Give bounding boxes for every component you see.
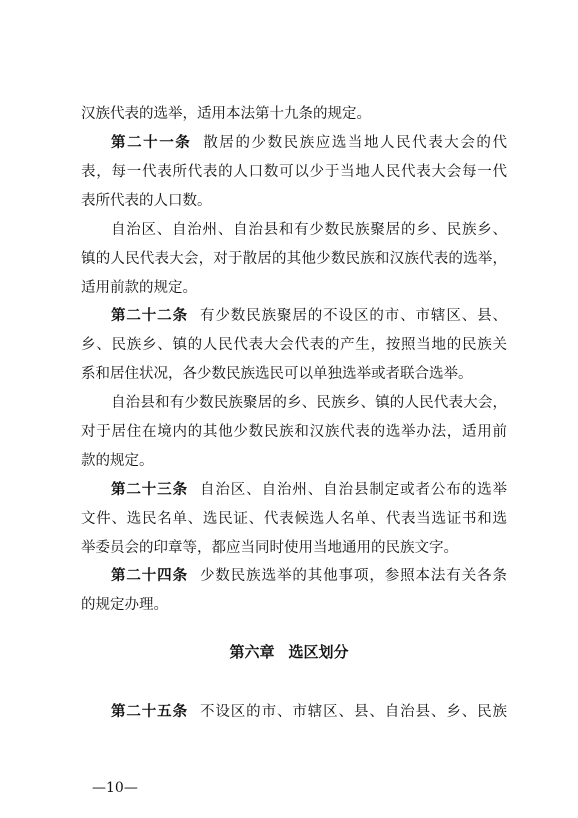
text-line: 自治县和有少数民族聚居的乡、民族乡、镇的人民代表大会，: [111, 395, 507, 411]
text-line: 汉族代表的选举，适用本法第十九条的规定。: [81, 106, 371, 122]
chapter-title: 选区划分: [288, 643, 349, 661]
text-line: 第二十三条 自治区、自治州、自治县制定或者公布的选举: [111, 482, 508, 498]
text-line: 第二十五条 不设区的市、市辖区、县、自治县、乡、民族: [111, 704, 508, 720]
article-heading: 第二十一条: [111, 135, 192, 151]
text-line: 系和居住状况，各少数民族选民可以单独选举或者联合选举。: [81, 366, 473, 382]
text-line: 第二十二条 有少数民族聚居的不设区的市、市辖区、县、: [111, 308, 508, 324]
article-heading: 第二十二条: [111, 308, 188, 324]
text-line: 举委员会的印章等，都应当同时使用当地通用的民族文字。: [81, 540, 458, 556]
text-line: 款的规定。: [81, 453, 154, 469]
text-line: 表，每一代表所代表的人口数可以少于当地人民代表大会每一代: [81, 164, 507, 180]
text-line: 表所代表的人口数。: [81, 193, 212, 209]
article-heading: 第二十五条: [111, 704, 188, 720]
text-line: 对于居住在境内的其他少数民族和汉族代表的选举办法，适用前: [81, 424, 507, 440]
page-number: —10—: [92, 780, 138, 796]
text-line: 第二十四条 少数民族选举的其他事项，参照本法有关各条: [111, 568, 508, 584]
chapter-number: 第六章: [229, 643, 275, 661]
article-heading: 第二十三条: [111, 482, 188, 498]
text-line: 镇的人民代表大会，对于散居的其他少数民族和汉族代表的选举，: [81, 251, 507, 267]
text-line: 的规定办理。: [81, 597, 168, 613]
text-line: 自治区、自治州、自治县和有少数民族聚居的乡、民族乡、: [111, 222, 507, 238]
text-line: 适用前款的规定。: [81, 280, 197, 296]
chapter-heading: [0, 641, 578, 662]
text-line: 乡、民族乡、镇的人民代表大会代表的产生，按照当地的民族关: [81, 337, 507, 353]
article-heading: 第二十四条: [111, 568, 188, 584]
text-line: 文件、选民名单、选民证、代表候选人名单、代表当选证书和选: [81, 511, 507, 527]
text-line: 第二十一条 散居的少数民族应选当地人民代表大会的代: [111, 135, 508, 151]
